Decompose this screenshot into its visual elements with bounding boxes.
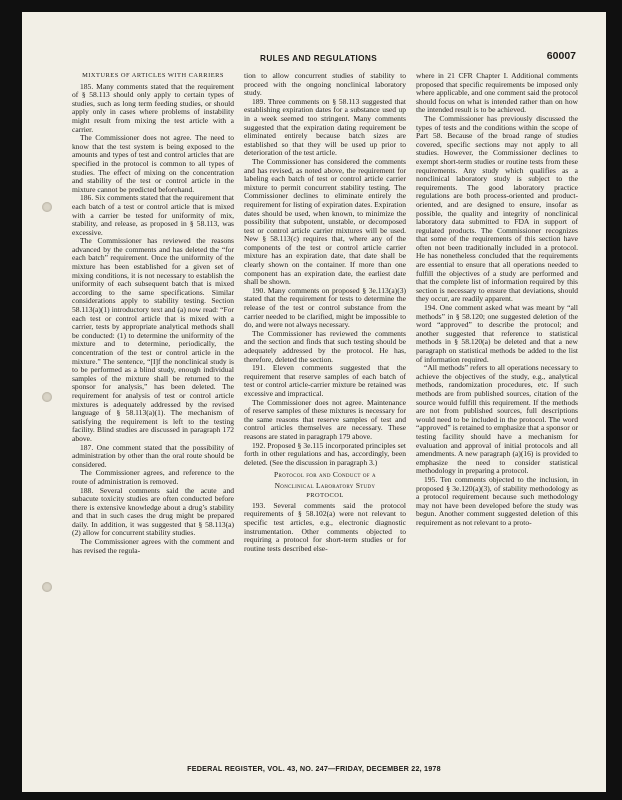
- paragraph: The Commissioner has considered the comments and has revised, as noted above, the requirement for labeling each batch of test or control article carrier mixture to permit concurrent stability testing. The Commissioner declines to eliminate entirely the requirement for listing of expiration dates. Expiration dates should be used, when known, to minimize the possibility that subpotent, unstable, or decomposed test or control article carrier mixtures will be used. New § 58.113(c) requires that, where any of the components of the test or control article carrier mixture has an expiration date, that date shall be clearly shown on the container. If more than one component has an expiration date, the earliest date shall be shown.: [244, 156, 406, 287]
- text-columns: [72, 72, 578, 760]
- paragraph: The Commissioner does not agree. The need to know that the test system is being exposed to the amounts and types of test and control articles that are specified in the protocol is common to all types of studies. The effect of mixing on the concentration and stability of the test or control article in the mixture cannot be predicted beforehand.: [72, 133, 234, 194]
- paragraph: “All methods” refers to all operations necessary to achieve the objectives of the study, e.g., analytical methods, randomization procedures, etc. If such methods are from published sources, citation of the source would fulfill this requirement. If the methods are not from published sources, full descriptions would need to be included in the protocol. The word “approved” is retained to emphasize that a sponsor or testing facility should have a mechanism for evaluation and approval of initial protocols and all amendments. A new paragraph (a)(16) is provided to emphasize the need to consider statistical methodology in preparing a protocol.: [416, 363, 578, 476]
- paragraph: The Commissioner agrees, and reference to the route of administration is removed.: [72, 468, 234, 486]
- paragraph: 187. One comment stated that the possibility of administration by other than the oral route should be considered.: [72, 442, 234, 469]
- paragraph: 188. Several comments said the acute and subacute toxicity studies are often conducted before there is extensive knowledge about a drug’s stability and that in such cases the drug might be prepared daily. In addition, it was suggested that § 58.113(a)(2) allow for concurrent stability studies.: [72, 485, 234, 538]
- paragraph: 193. Several comments said the protocol requirements of § 58.102(a) were not relevant to specific test articles, e.g., electronic diagnostic instrumentation. Other comments objected to requiring a protocol for short-term studies or for routine tests described else-: [244, 500, 406, 553]
- running-head-title: RULES AND REGULATIONS: [260, 54, 378, 63]
- paragraph: The Commissioner has reviewed the comments and the section and finds that such testing should be adequately addressed by the protocol. He has, therefore, deleted the section.: [244, 328, 406, 364]
- paragraph: 195. Ten comments objected to the inclusion, in proposed § 3e.120(a)(3), of stability methodology as a protocol requirement because such methodology may not have been developed before the study was begun. Another comment suggested deletion of this requirement as not relevant to a proto-: [416, 474, 578, 527]
- running-head: [22, 50, 606, 68]
- page-footer: FEDERAL REGISTER, VOL. 43, NO. 247—FRIDAY, DECEMBER 22, 1978: [187, 764, 441, 773]
- subsection-heading-line-1: Protocol for and Conduct of a: [274, 470, 376, 480]
- paragraph: 185. Many comments stated that the requirement of § 58.113 should only apply to certain types of studies, such as long term feeding studies, or should apply only in cases where problems of instability might result from mixing the test article with a carrier.: [72, 81, 234, 134]
- paragraph: 189. Three comments on § 58.113 suggested that establishing expiration dates for a substance used up in a week seemed too stringent. Many comments suggested that the expiration dating requirement be eliminated entirely because batch sizes are established so that they will be used up prior to deterioration of the test article.: [244, 96, 406, 158]
- paragraph: 192. Proposed § 3e.115 incorporated principles set forth in other regulations and has, accordingly, been deleted. (See the discussion in paragraph 3.): [244, 440, 406, 467]
- paragraph: The Commissioner does not agree. Maintenance of reserve samples of these mixtures is necessary for the same reasons that reserve samples of test and control articles themselves are necessary. These reasons are stated in paragraph 179 above.: [244, 397, 406, 441]
- paragraph: The Commissioner agrees with the comment and has revised the regula-: [72, 537, 234, 555]
- paragraph: The Commissioner has previously discussed the types of tests and the conditions within the scope of Part 58. Because of the broad range of studies covered, specific sections may not apply to all studies. However, the Commissioner declines to exempt short-term studies or routine tests from these requirements. Any study which qualifies as a nonclinical laboratory study is subject to the requirements. The good laboratory practice regulations are both process-oriented and product-oriented, and are designed to ensure, insofar as possible, the quality and integrity of nonclinical laboratory data submitted to FDA in support of regulated products. The Commissioner recognizes that some of the requirements of this section have often not been traditionally included in a protocol. He has nonetheless concluded that the requirements are essential to ensure that all operations needed to fulfill the objectives of a study are performed and that the complete list of information required by this section is necessary to ensure that deviations, should they occur, are readily apparent.: [416, 113, 578, 304]
- paragraph: 191. Eleven comments suggested that the requirement that reserve samples of each batch of test or control article-carrier mixture be retained was excessive and impractical.: [244, 363, 406, 398]
- paragraph: tion to allow concurrent studies of stability to proceed with the ongoing nonclinical laboratory study.: [244, 72, 406, 98]
- paragraph: where in 21 CFR Chapter I. Additional comments proposed that specific requirements be imposed only where applicable, and one comment said the protocol should focus on what is intended rather than on how the intended result is to be achieved.: [416, 72, 578, 115]
- document-page: [22, 12, 606, 792]
- column-middle: [244, 72, 406, 760]
- section-heading: MIXTURES OF ARTICLES WITH CARRIERS: [82, 72, 224, 79]
- page-number: 60007: [546, 50, 576, 62]
- paragraph: The Commissioner has reviewed the reasons advanced by the comments and has deleted the “for each batch” requirement. Once the uniformity of the mixture has been established for a given set of mixing conditions, it is not necessary to establish the uniformity of each subsequent batch that is mixed according to the same specifications. Similar considerations apply to stability testing. Section 58.113(a)(1) introductory text and (a) now read: “For each test or control article that is mixed with a carrier, tests by appropriate analytical methods shall be conducted: (1) to determine the uniformity of the mixture and to determine, periodically, the concentration of the test or control article in the mixture.” The sentence, “[I]f the nonclinical study is to be performed as a blind study, enough individual samples of the mixture shall be returned to the sponsor for analysis,” has been deleted. The requirement for analysis of test or control article mixtures is adequately addressed by the revised language of § 58.113(a)(1). The mechanism of satisfying the requirement is left to the testing facility. Blind studies are discussed in paragraph 172 above.: [72, 236, 234, 443]
- column-right: [416, 72, 578, 760]
- paragraph: 194. One comment asked what was meant by “all methods” in § 58.120; one suggested deletion of the word “approved” to describe the protocol; and another suggested that reference to statistical methods in § 58.120(a) be deleted and that a new paragraph on statistical methods be added to the list of information required.: [416, 303, 578, 364]
- subsubsection-heading: PROTOCOL: [306, 492, 344, 500]
- binder-hole: [42, 392, 52, 402]
- subsection-heading-line-2: Nonclinical Laboratory Study: [274, 480, 376, 490]
- binder-hole: [42, 582, 52, 592]
- paragraph: 186. Six comments stated that the requirement that each batch of a test or control article that is mixed with a carrier be tested for uniformity of mix, stability, and release, as proposed in § 58.113, was excessive.: [72, 193, 234, 237]
- column-left: [72, 72, 234, 760]
- binder-hole: [42, 202, 52, 212]
- paragraph: 190. Many comments on proposed § 3e.113(a)(3) stated that the requirement for tests to determine the release of the test or control substance from the carrier needed to be clarified, might be impossible to do, and were not always necessary.: [244, 285, 406, 330]
